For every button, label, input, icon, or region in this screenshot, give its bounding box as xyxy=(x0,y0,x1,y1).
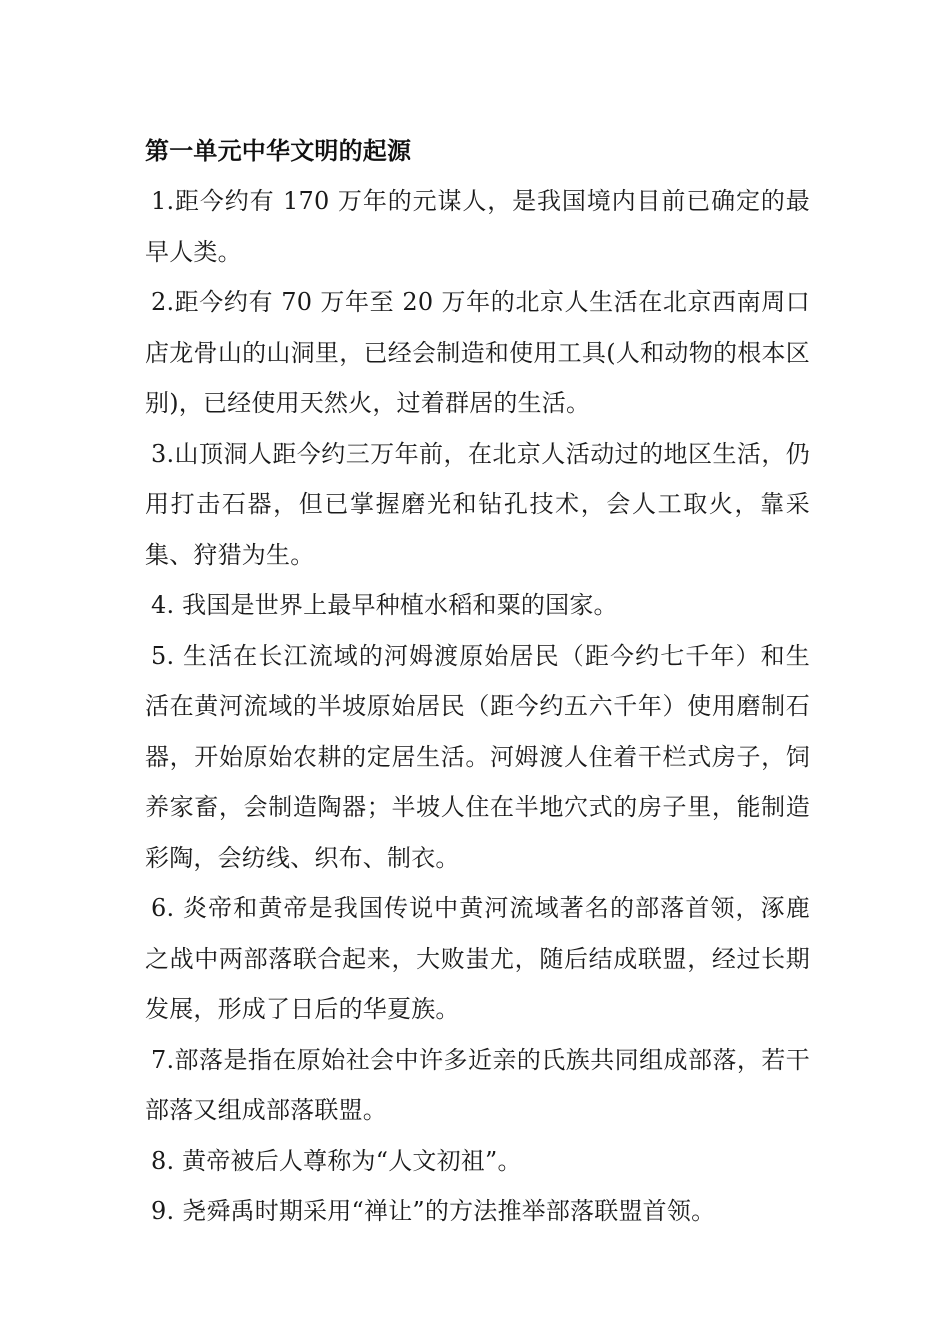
paragraph-7: 7.部落是指在原始社会中许多近亲的氏族共同组成部落，若干部落又组成部落联盟。 xyxy=(145,1045,810,1124)
paragraph-2: 2.距今约有 70 万年至 20 万年的北京人生活在北京西南周口店龙骨山的山洞里，已经会制造和使用工具(人和动物的根本区别)，已经使用天然火，过着群居的生活。 xyxy=(145,288,810,417)
document-title: 第一单元中华文明的起源 xyxy=(145,137,412,165)
paragraph-5: 5. 生活在长江流域的河姆渡原始居民（距今约七千年）和生活在黄河流域的半坡原始居民（距今约五六千年）使用磨制石器，开始原始农耕的定居生活。河姆渡人住着干栏式房子，饲养家畜，会制造陶器；半坡人住在半地穴式的房子里，能制造彩陶，会纺线、织布、制衣。 xyxy=(145,641,810,872)
document-body xyxy=(145,126,810,1237)
paragraph-9: 9. 尧舜禹时期采用“禅让”的方法推举部落联盟首领。 xyxy=(151,1197,716,1225)
paragraph-8: 8. 黄帝被后人尊称为“人文初祖”。 xyxy=(151,1146,522,1175)
paragraph-4: 4. 我国是世界上最早种植水稻和粟的国家。 xyxy=(151,591,618,619)
paragraph-3: 3.山顶洞人距今约三万年前，在北京人活动过的地区生活，仍用打击石器，但已掌握磨光和钻孔技术，会人工取火，靠采集、狩猎为生。 xyxy=(145,439,810,569)
paragraph-1: 1.距今约有 170 万年的元谋人，是我国境内目前已确定的最早人类。 xyxy=(145,187,810,266)
paragraph-6: 6. 炎帝和黄帝是我国传说中黄河流域著名的部落首领，涿鹿之战中两部落联合起来，大败蚩尤，随后结成联盟，经过长期发展，形成了日后的华夏族。 xyxy=(145,894,810,1023)
